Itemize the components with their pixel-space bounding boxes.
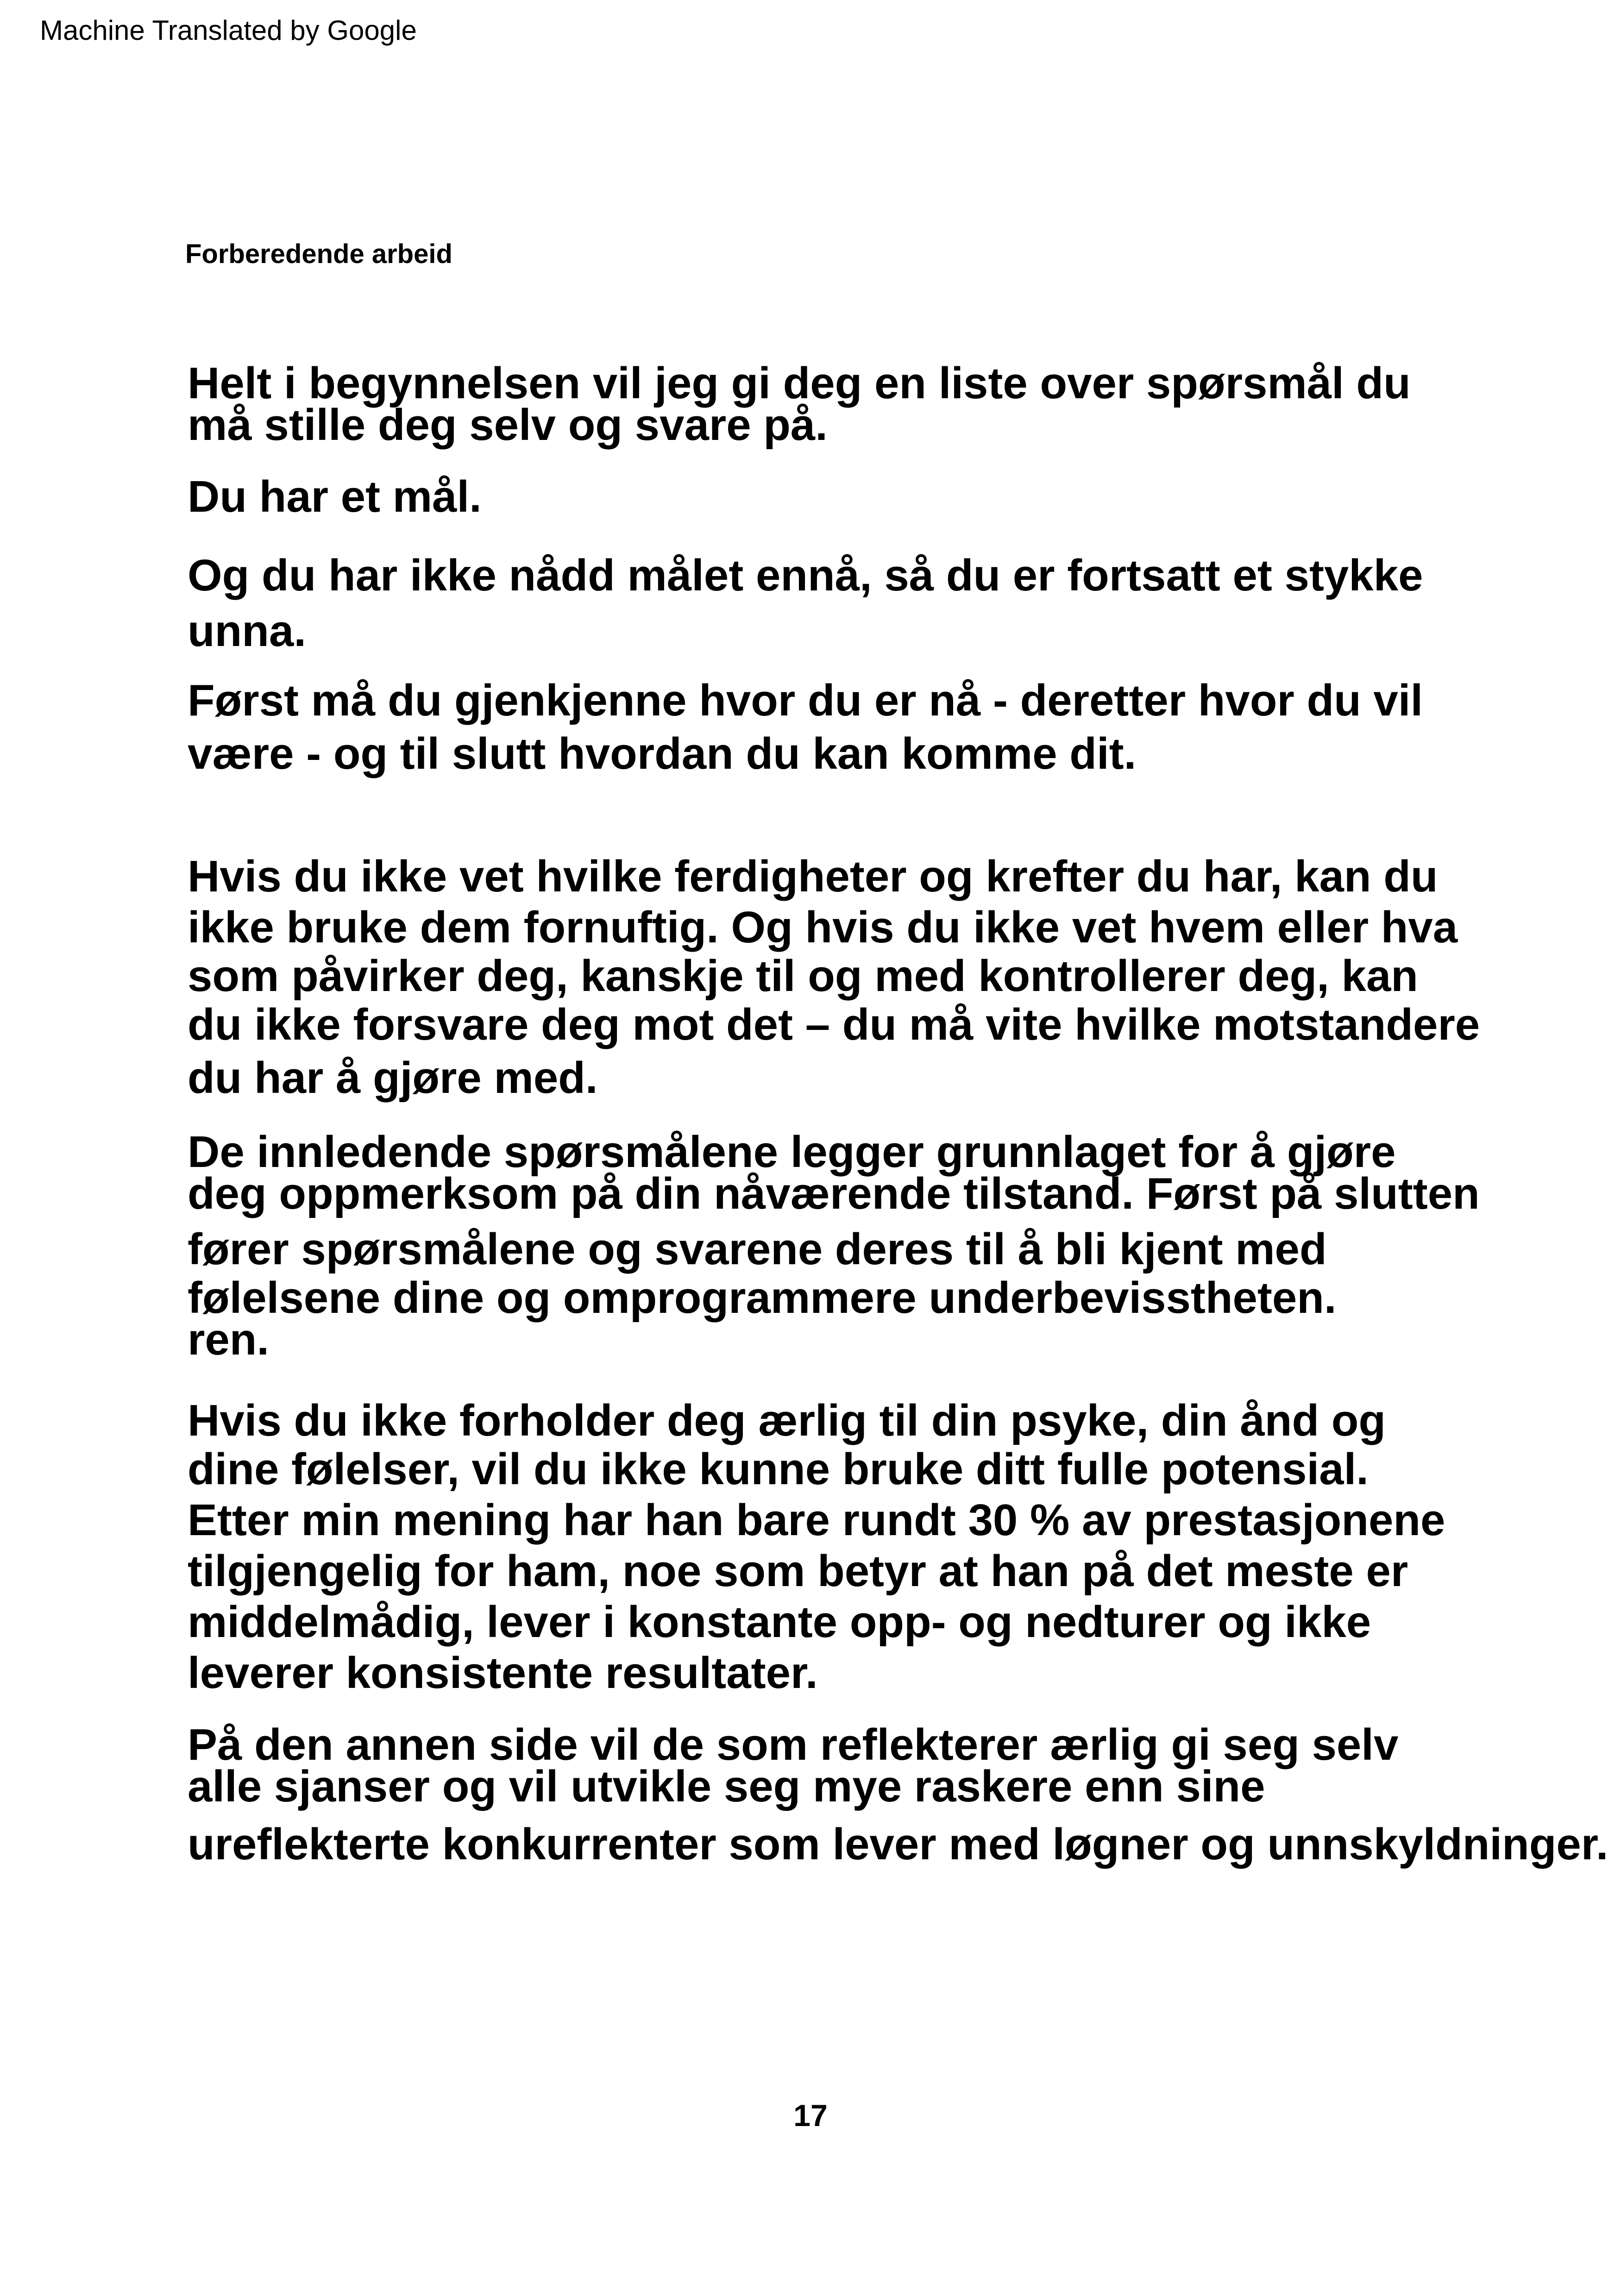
text-line: deg oppmerksom på din nåværende tilstand. Først på slutten [188,1169,1480,1218]
text-line: ureflekterte konkurrenter som lever med løgner og unnskyldninger. [188,1819,1608,1869]
text-line: ren. [188,1315,270,1364]
text-line: Du har et mål. [188,472,482,521]
text-line: må stille deg selv og svare på. [188,400,828,450]
section-heading: Forberedende arbeid [185,239,452,269]
text-line: Helt i begynnelsen vil jeg gi deg en liste over spørsmål du [188,358,1411,408]
text-line: alle sjanser og vil utvikle seg mye raskere enn sine [188,1762,1265,1811]
text-line: tilgjengelig for ham, noe som betyr at han på det meste er [188,1546,1408,1596]
text-line: Etter min mening har han bare rundt 30 % av prestasjonene [188,1495,1445,1545]
text-line: Hvis du ikke forholder deg ærlig til din psyke, din ånd og [188,1396,1386,1445]
text-line: På den annen side vil de som reflekterer ærlig gi seg selv [188,1720,1399,1769]
text-line: Hvis du ikke vet hvilke ferdigheter og krefter du har, kan du [188,852,1438,901]
text-line: De innledende spørsmålene legger grunnlaget for å gjøre [188,1127,1396,1177]
text-line: middelmådig, lever i konstante opp- og nedturer og ikke [188,1597,1371,1647]
text-line: du har å gjøre med. [188,1053,598,1103]
page-number: 17 [793,2098,828,2133]
text-line: være - og til slutt hvordan du kan komme dit. [188,729,1137,778]
text-line: følelsene dine og omprogrammere underbevisstheten. [188,1273,1337,1323]
text-line: dine følelser, vil du ikke kunne bruke ditt fulle potensial. [188,1444,1369,1494]
text-line: fører spørsmålene og svarene deres til å bli kjent med [188,1224,1327,1274]
text-line: Først må du gjenkjenne hvor du er nå - deretter hvor du vil [188,676,1423,725]
text-line: leverer konsistente resultater. [188,1648,818,1698]
text-line: ikke bruke dem fornuftig. Og hvis du ikke vet hvem eller hva [188,903,1458,952]
text-line: som påvirker deg, kanskje til og med kontrollerer deg, kan [188,951,1418,1001]
machine-translation-banner: Machine Translated by Google [40,15,417,46]
text-line: du ikke forsvare deg mot det – du må vite hvilke motstandere [188,1000,1480,1049]
text-line: Og du har ikke nådd målet ennå, så du er fortsatt et stykke [188,551,1423,600]
text-line: unna. [188,606,306,656]
